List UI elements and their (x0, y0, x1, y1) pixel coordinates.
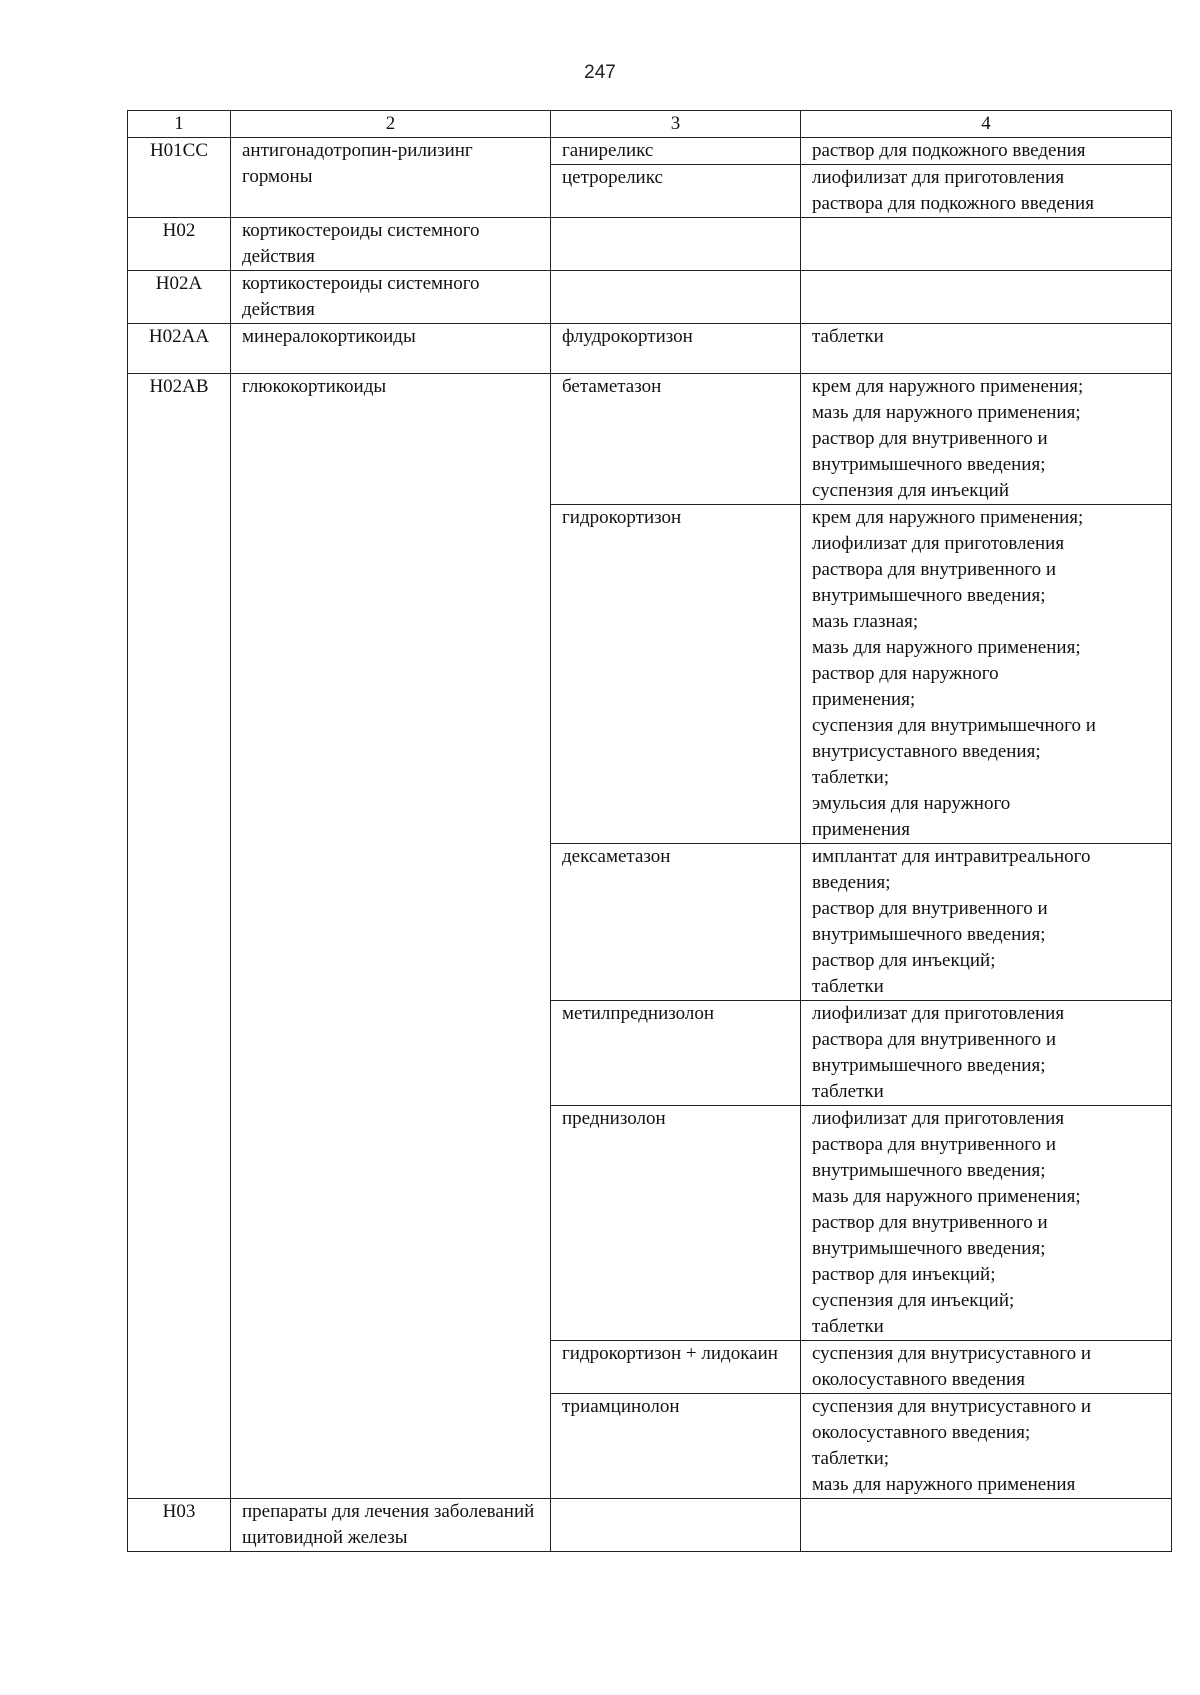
dosage-forms (801, 1394, 1172, 1499)
dosage-form-line: таблетки; (812, 1448, 890, 1469)
dosage-form-line: раствора для внутривенного и (812, 559, 1057, 580)
dosage-form-line: мазь глазная; (812, 611, 919, 632)
table-row (128, 138, 1172, 165)
dosage-forms (801, 1341, 1172, 1394)
atc-code: H02 (128, 218, 231, 271)
drug-name-empty (551, 271, 801, 324)
dosage-form-line: мазь для наружного применения; (812, 402, 1081, 423)
dosage-form-line: лиофилизат для приготовления (812, 1003, 1065, 1024)
drug-name: метилпреднизолон (551, 1001, 801, 1106)
dosage-forms (801, 505, 1172, 844)
dosage-form-line: внутримышечного введения; (812, 454, 1046, 475)
dosage-forms (801, 374, 1172, 505)
dosage-forms (801, 1001, 1172, 1106)
dosage-form-line: внутримышечного введения; (812, 585, 1046, 606)
group-name: препараты для лечения заболеваний щитовидной железы (231, 1499, 551, 1552)
atc-code: H02A (128, 271, 231, 324)
drug-name-empty (551, 218, 801, 271)
dosage-form-line: суспензия для внутрисуставного и (812, 1396, 1091, 1417)
dosage-form-line: крем для наружного применения; (812, 376, 1084, 397)
dosage-form-line: раствора для внутривенного и (812, 1134, 1057, 1155)
atc-code: H01CC (128, 138, 231, 218)
group-name: антигонадотропин-рилизинг гормоны (231, 138, 551, 218)
dosage-forms-empty (801, 1499, 1172, 1552)
dosage-form-line: таблетки (812, 326, 884, 347)
dosage-form-line: внутримышечного введения; (812, 1238, 1046, 1259)
table-header-row (128, 111, 1172, 138)
group-name: глюкокортикоиды (231, 374, 551, 1499)
column-header: 3 (551, 111, 801, 138)
dosage-form-line: мазь для наружного применения (812, 1474, 1076, 1495)
dosage-form-line: раствор для подкожного введения (812, 140, 1086, 161)
dosage-form-line: раствор для внутривенного и (812, 1212, 1048, 1233)
drug-name: гидрокортизон (551, 505, 801, 844)
group-name: кортикостероиды системного действия (231, 271, 551, 324)
dosage-form-line: применения; (812, 689, 916, 710)
dosage-form-line: внутримышечного введения; (812, 1160, 1046, 1181)
dosage-forms (801, 844, 1172, 1001)
dosage-form-line: мазь для наружного применения; (812, 637, 1081, 658)
dosage-form-line: раствор для наружного (812, 663, 999, 684)
dosage-form-line: лиофилизат для приготовления (812, 533, 1065, 554)
drug-name: бетаметазон (551, 374, 801, 505)
drug-name: гидрокортизон + лидокаин (551, 1341, 801, 1394)
column-header: 1 (128, 111, 231, 138)
dosage-form-line: таблетки; (812, 767, 890, 788)
dosage-form-line: введения; (812, 872, 891, 893)
dosage-form-line: лиофилизат для приготовления (812, 167, 1065, 188)
column-header: 4 (801, 111, 1172, 138)
dosage-form-line: раствора для подкожного введения (812, 193, 1094, 214)
dosage-form-line: крем для наружного применения; (812, 507, 1084, 528)
dosage-form-line: околосуставного введения; (812, 1422, 1031, 1443)
drug-name: дексаметазон (551, 844, 801, 1001)
dosage-form-line: раствор для внутривенного и (812, 428, 1048, 449)
column-header: 2 (231, 111, 551, 138)
group-name: кортикостероиды системного действия (231, 218, 551, 271)
dosage-form-line: суспензия для инъекций (812, 480, 1010, 501)
dosage-form-line: внутримышечного введения; (812, 924, 1046, 945)
dosage-form-line: таблетки (812, 1081, 884, 1102)
atc-code: H02AB (128, 374, 231, 1499)
dosage-forms (801, 324, 1172, 374)
dosage-form-line: таблетки (812, 976, 884, 997)
dosage-form-line: внутрисуставного введения; (812, 741, 1041, 762)
table-row (128, 1499, 1172, 1552)
dosage-forms-empty (801, 271, 1172, 324)
dosage-forms-empty (801, 218, 1172, 271)
drug-name-empty (551, 1499, 801, 1552)
drug-classification-table (127, 110, 1172, 1552)
dosage-forms (801, 138, 1172, 165)
dosage-form-line: мазь для наружного применения; (812, 1186, 1081, 1207)
dosage-form-line: раствора для внутривенного и (812, 1029, 1057, 1050)
dosage-form-line: лиофилизат для приготовления (812, 1108, 1065, 1129)
table-row (128, 374, 1172, 505)
table-row (128, 271, 1172, 324)
dosage-forms (801, 165, 1172, 218)
dosage-forms (801, 1106, 1172, 1341)
atc-code: H03 (128, 1499, 231, 1552)
dosage-form-line: суспензия для внутрисуставного и (812, 1343, 1091, 1364)
dosage-form-line: эмульсия для наружного (812, 793, 1011, 814)
drug-name: преднизолон (551, 1106, 801, 1341)
page-number: 247 (584, 62, 616, 83)
dosage-form-line: применения (812, 819, 910, 840)
group-name: минералокортикоиды (231, 324, 551, 374)
drug-name: ганиреликс (551, 138, 801, 165)
dosage-form-line: околосуставного введения (812, 1369, 1025, 1390)
dosage-form-line: внутримышечного введения; (812, 1055, 1046, 1076)
drug-name: триамцинолон (551, 1394, 801, 1499)
dosage-form-line: раствор для инъекций; (812, 950, 996, 971)
dosage-form-line: суспензия для внутримышечного и (812, 715, 1096, 736)
table-row (128, 324, 1172, 374)
drug-name: флудрокортизон (551, 324, 801, 374)
drug-name: цетрореликс (551, 165, 801, 218)
dosage-form-line: имплантат для интравитреального (812, 846, 1091, 867)
dosage-form-line: суспензия для инъекций; (812, 1290, 1015, 1311)
table-row (128, 218, 1172, 271)
dosage-form-line: раствор для внутривенного и (812, 898, 1048, 919)
dosage-form-line: таблетки (812, 1316, 884, 1337)
atc-code: H02AA (128, 324, 231, 374)
dosage-form-line: раствор для инъекций; (812, 1264, 996, 1285)
